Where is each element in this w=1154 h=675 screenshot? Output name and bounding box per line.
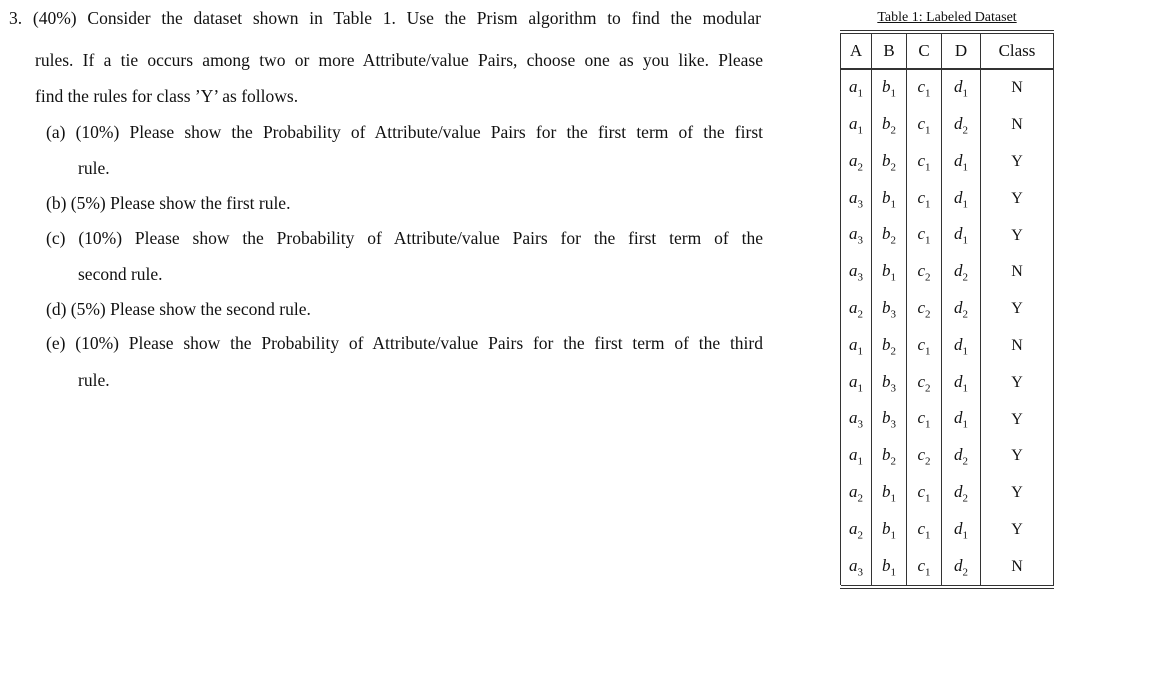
- cell-d: [942, 438, 981, 475]
- cell-c: [907, 217, 942, 254]
- cell-class: N: [981, 548, 1054, 585]
- table-row: [841, 328, 1054, 365]
- cell-c: [907, 144, 942, 181]
- cell-a-symbol: a: [849, 150, 858, 170]
- cell-c-subscript: 1: [925, 529, 931, 542]
- cell-class: Y: [981, 291, 1054, 328]
- item-e-line-2: rule.: [78, 370, 110, 390]
- cell-class: Y: [981, 401, 1054, 438]
- cell-b-symbol: b: [882, 150, 891, 170]
- cell-a-symbol: a: [849, 187, 858, 207]
- cell-a: [841, 291, 872, 328]
- cell-a-symbol: a: [849, 445, 858, 465]
- cell-d-subscript: 1: [962, 87, 968, 100]
- cell-b: [872, 548, 907, 585]
- cell-d-symbol: d: [954, 77, 963, 97]
- cell-a-subscript: 3: [857, 271, 863, 284]
- cell-c-subscript: 2: [925, 455, 931, 468]
- cell-d: [942, 144, 981, 181]
- cell-c-symbol: c: [917, 334, 926, 354]
- cell-a-symbol: a: [849, 77, 858, 97]
- cell-a: [841, 217, 872, 254]
- cell-a: [841, 328, 872, 365]
- header-b: B: [872, 34, 907, 69]
- cell-b-symbol: b: [882, 481, 891, 501]
- cell-c: [907, 70, 942, 107]
- intro-line-2: rules. If a tie occurs among two or more Attribute/value Pairs, choose one as you like. Please: [35, 50, 763, 70]
- cell-b-symbol: b: [882, 187, 891, 207]
- cell-c-subscript: 1: [925, 124, 931, 137]
- item-c-line-2: second rule.: [78, 264, 163, 284]
- cell-a-subscript: 2: [857, 529, 863, 542]
- cell-b: [872, 107, 907, 144]
- cell-a: [841, 254, 872, 291]
- cell-d-subscript: 2: [962, 455, 968, 468]
- item-a-line-2: rule.: [78, 158, 110, 178]
- cell-a: [841, 401, 872, 438]
- cell-b: [872, 401, 907, 438]
- cell-d: [942, 475, 981, 512]
- header-class: Class: [981, 34, 1054, 69]
- intro-line-3: find the rules for class ’Y’ as follows.: [35, 86, 299, 106]
- cell-a-symbol: a: [849, 555, 858, 575]
- cell-a-subscript: 3: [857, 418, 863, 431]
- cell-c-subscript: 1: [925, 234, 931, 247]
- cell-c-symbol: c: [917, 481, 926, 501]
- cell-b: [872, 70, 907, 107]
- cell-d-symbol: d: [954, 408, 963, 428]
- header-a: A: [841, 34, 872, 69]
- cell-b-subscript: 1: [890, 529, 896, 542]
- cell-b: [872, 364, 907, 401]
- cell-c-symbol: c: [917, 114, 926, 133]
- cell-c: [907, 548, 942, 585]
- table-row: [841, 475, 1054, 512]
- cell-c-symbol: c: [917, 261, 926, 281]
- table-row: [841, 180, 1054, 217]
- cell-b-symbol: b: [882, 77, 891, 97]
- cell-b-symbol: b: [882, 297, 891, 317]
- cell-class: Y: [981, 180, 1054, 217]
- cell-d: [942, 107, 981, 144]
- cell-b-symbol: b: [882, 408, 891, 428]
- table-row: [841, 217, 1054, 254]
- item-c-line-1: (c) (10%) Please show the Probability of Attribute/value Pairs for the first term of the: [46, 228, 763, 248]
- cell-d-subscript: 1: [962, 234, 968, 247]
- table-row: [841, 254, 1054, 291]
- cell-a-subscript: 1: [857, 345, 863, 358]
- cell-d-symbol: d: [954, 187, 963, 207]
- cell-c-symbol: c: [917, 187, 926, 207]
- cell-c-symbol: c: [917, 150, 926, 170]
- cell-a-subscript: 2: [857, 308, 863, 321]
- cell-a: [841, 70, 872, 107]
- cell-d-subscript: 2: [962, 308, 968, 321]
- cell-a-symbol: a: [849, 224, 858, 244]
- cell-b: [872, 475, 907, 512]
- cell-a-subscript: 3: [857, 234, 863, 247]
- cell-c-symbol: c: [917, 445, 926, 465]
- cell-d-subscript: 1: [962, 197, 968, 210]
- cell-b-symbol: b: [882, 224, 891, 244]
- cell-d: [942, 401, 981, 438]
- cell-d-symbol: d: [954, 224, 963, 244]
- cell-b: [872, 144, 907, 181]
- cell-d-subscript: 2: [962, 565, 968, 578]
- cell-d-symbol: d: [954, 518, 963, 538]
- cell-c-symbol: c: [917, 224, 926, 244]
- cell-d-symbol: d: [954, 481, 963, 501]
- header-d: D: [942, 34, 981, 69]
- table-bottom-rule: [840, 586, 1054, 589]
- table-row: [841, 548, 1054, 585]
- cell-c-subscript: 1: [925, 161, 931, 174]
- cell-class: N: [981, 70, 1054, 107]
- cell-a-symbol: a: [849, 371, 858, 391]
- intro-line-1: 3. (40%) Consider the dataset shown in Table 1. Use the Prism algorithm to find the modular: [9, 8, 761, 28]
- cell-c: [907, 107, 942, 144]
- cell-b-subscript: 1: [890, 565, 896, 578]
- cell-d: [942, 548, 981, 585]
- cell-d: [942, 364, 981, 401]
- cell-d-symbol: d: [954, 555, 963, 575]
- dataset-table-container: [840, 10, 1054, 589]
- cell-d-subscript: 2: [962, 124, 968, 137]
- cell-b: [872, 512, 907, 549]
- cell-b-symbol: b: [882, 445, 891, 465]
- table-body: [841, 70, 1054, 586]
- cell-c-subscript: 1: [925, 565, 931, 578]
- cell-b-subscript: 2: [890, 124, 896, 137]
- cell-d: [942, 291, 981, 328]
- table-header-row: [841, 34, 1054, 69]
- cell-a-subscript: 3: [857, 565, 863, 578]
- cell-class: N: [981, 254, 1054, 291]
- cell-b-symbol: b: [882, 555, 891, 575]
- cell-b-symbol: b: [882, 261, 891, 281]
- cell-a-subscript: 1: [857, 124, 863, 137]
- cell-d-subscript: 2: [962, 271, 968, 284]
- cell-d-symbol: d: [954, 371, 963, 391]
- cell-d-symbol: d: [954, 261, 963, 281]
- cell-d: [942, 180, 981, 217]
- cell-b: [872, 217, 907, 254]
- cell-b-symbol: b: [882, 114, 891, 133]
- cell-c-subscript: 1: [925, 492, 931, 505]
- cell-c-symbol: c: [917, 518, 926, 538]
- cell-c-subscript: 1: [925, 345, 931, 358]
- cell-c: [907, 401, 942, 438]
- cell-a: [841, 512, 872, 549]
- table-caption: Table 1: Labeled Dataset: [877, 10, 1017, 25]
- cell-class: Y: [981, 438, 1054, 475]
- cell-a: [841, 438, 872, 475]
- cell-c-symbol: c: [917, 77, 926, 97]
- cell-b-subscript: 2: [890, 345, 896, 358]
- cell-a-symbol: a: [849, 408, 858, 428]
- cell-a-subscript: 3: [857, 197, 863, 210]
- cell-b-subscript: 1: [890, 197, 896, 210]
- cell-b-subscript: 3: [890, 381, 896, 394]
- table-row: [841, 291, 1054, 328]
- cell-c-subscript: 2: [925, 271, 931, 284]
- cell-d: [942, 70, 981, 107]
- cell-b: [872, 291, 907, 328]
- cell-d-subscript: 2: [962, 492, 968, 505]
- cell-b-symbol: b: [882, 371, 891, 391]
- item-b: (b) (5%) Please show the first rule.: [46, 193, 291, 213]
- cell-b-subscript: 1: [890, 87, 896, 100]
- cell-b-subscript: 3: [890, 308, 896, 321]
- cell-a: [841, 107, 872, 144]
- table-row: [841, 364, 1054, 401]
- cell-d-symbol: d: [954, 150, 963, 170]
- cell-d-subscript: 1: [962, 529, 968, 542]
- cell-c-subscript: 2: [925, 381, 931, 394]
- cell-d-symbol: d: [954, 297, 963, 317]
- cell-b-subscript: 1: [890, 492, 896, 505]
- cell-d-subscript: 1: [962, 345, 968, 358]
- cell-b: [872, 328, 907, 365]
- cell-class: N: [981, 328, 1054, 365]
- cell-b-subscript: 1: [890, 271, 896, 284]
- cell-b-subscript: 2: [890, 455, 896, 468]
- cell-a-symbol: a: [849, 297, 858, 317]
- cell-class: Y: [981, 217, 1054, 254]
- cell-d-subscript: 1: [962, 418, 968, 431]
- cell-c: [907, 438, 942, 475]
- cell-a: [841, 364, 872, 401]
- cell-c: [907, 328, 942, 365]
- table-row: [841, 70, 1054, 107]
- cell-b-subscript: 2: [890, 234, 896, 247]
- cell-c-symbol: c: [917, 408, 926, 428]
- cell-class: N: [981, 107, 1054, 144]
- item-d: (d) (5%) Please show the second rule.: [46, 299, 311, 319]
- header-c: C: [907, 34, 942, 69]
- cell-class: Y: [981, 144, 1054, 181]
- cell-c-symbol: c: [917, 297, 926, 317]
- item-a-line-1: (a) (10%) Please show the Probability of Attribute/value Pairs for the first term of the first: [46, 122, 763, 142]
- cell-c-subscript: 1: [925, 418, 931, 431]
- cell-d: [942, 328, 981, 365]
- cell-b: [872, 254, 907, 291]
- cell-c-symbol: c: [917, 371, 926, 391]
- cell-b: [872, 438, 907, 475]
- cell-a-symbol: a: [849, 334, 858, 354]
- table-row: [841, 144, 1054, 181]
- cell-b-subscript: 2: [890, 161, 896, 174]
- cell-d-subscript: 1: [962, 381, 968, 394]
- cell-a-subscript: 1: [857, 455, 863, 468]
- cell-c: [907, 180, 942, 217]
- table-row: [841, 512, 1054, 549]
- cell-c: [907, 254, 942, 291]
- cell-c: [907, 364, 942, 401]
- cell-a-subscript: 2: [857, 492, 863, 505]
- cell-a-symbol: a: [849, 518, 858, 538]
- cell-d: [942, 254, 981, 291]
- cell-b: [872, 180, 907, 217]
- dataset-table: [840, 33, 1054, 586]
- cell-c: [907, 291, 942, 328]
- cell-b-symbol: b: [882, 334, 891, 354]
- cell-c-symbol: c: [917, 555, 926, 575]
- cell-d: [942, 217, 981, 254]
- cell-c-subscript: 1: [925, 87, 931, 100]
- cell-a-subscript: 1: [857, 381, 863, 394]
- table-row: [841, 401, 1054, 438]
- table-row: [841, 438, 1054, 475]
- cell-c: [907, 512, 942, 549]
- table-row: [841, 107, 1054, 144]
- cell-d-subscript: 1: [962, 161, 968, 174]
- cell-d-symbol: d: [954, 334, 963, 354]
- cell-a-symbol: a: [849, 481, 858, 501]
- cell-a: [841, 144, 872, 181]
- cell-a-subscript: 1: [857, 87, 863, 100]
- cell-c: [907, 475, 942, 512]
- cell-a-symbol: a: [849, 261, 858, 281]
- cell-a: [841, 180, 872, 217]
- cell-class: Y: [981, 512, 1054, 549]
- cell-c-subscript: 1: [925, 197, 931, 210]
- cell-b-subscript: 3: [890, 418, 896, 431]
- cell-b-symbol: b: [882, 518, 891, 538]
- cell-a-subscript: 2: [857, 161, 863, 174]
- cell-c-subscript: 2: [925, 308, 931, 321]
- cell-class: Y: [981, 364, 1054, 401]
- cell-d-symbol: d: [954, 445, 963, 465]
- cell-a-symbol: a: [849, 114, 858, 133]
- cell-a: [841, 548, 872, 585]
- cell-d-symbol: d: [954, 114, 963, 133]
- cell-class: Y: [981, 475, 1054, 512]
- item-e-line-1: (e) (10%) Please show the Probability of Attribute/value Pairs for the first term of the third: [46, 333, 763, 353]
- cell-a: [841, 475, 872, 512]
- cell-d: [942, 512, 981, 549]
